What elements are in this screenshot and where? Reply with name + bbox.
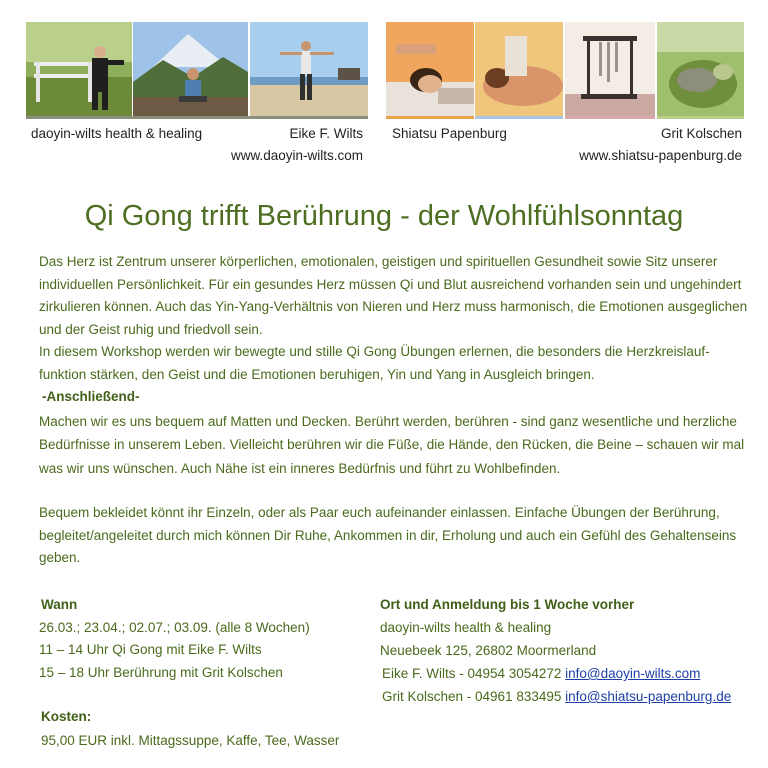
photo-strip-bar-pink [565, 116, 655, 119]
venue-address: Neuebeek 125, 26802 Moormerland [380, 643, 597, 658]
photo-strip-bar-green [657, 116, 744, 119]
left-name: Eike F. Wilts [289, 126, 363, 141]
photo-strip-bar-orange [386, 116, 474, 119]
afterwards-heading: -Anschließend- [42, 389, 140, 404]
photo-beach-qigong [250, 22, 368, 118]
costs-value: 95,00 EUR inkl. Mittagssuppe, Kaffe, Tee, Wasser [41, 733, 340, 748]
contact-eike-email-link[interactable]: info@daoyin-wilts.com [565, 666, 701, 681]
when-dates: 26.03.; 23.04.; 02.07.; 03.09. (alle 8 Wochen) [39, 620, 310, 635]
photo-qigong-bench [26, 22, 132, 118]
contact-grit [382, 689, 731, 704]
afterwards-paragraph: Machen wir es uns bequem auf Matten und Decken. Berührt werden, berühren - sind ganz wesentliche und herzliche Bedürfnisse in unserem Leben. Vielleicht berühren wir die Füße, die Hände, den Rücken, die Beine – schauen wir mal was wir uns wünschen. Auch Nähe ist ein inneres Bedürfnis und führt zu Wohlbefinden. [39, 414, 745, 476]
right-url[interactable]: www.shiatsu-papenburg.de [579, 148, 742, 163]
intro-paragraph-1: Das Herz ist Zentrum unserer körperlichen, emotionalen, geistigen und spirituellen Gesundheit sowie Sitz unserer individuellen Persönlichkeit. Für ein gesundes Herz müssen Qi und Blut ausreichend vorhanden sein und ungehindert zirkulieren können. Auch das Yin-Yang-Verhältnis von Nieren und Herz muss harmonisch, die Emotionen ausgeglichen und der Geist ruhig und friedvoll sein. [39, 254, 748, 337]
costs-label: Kosten: [41, 709, 92, 724]
afterwards-section [39, 410, 749, 480]
photo-strip-divider-left [26, 116, 368, 119]
comfort-section [39, 502, 749, 570]
when-touch-time: 15 – 18 Uhr Berührung mit Grit Kolschen [39, 665, 283, 680]
photo-strip-bar-blue [475, 116, 563, 119]
photo-shiatsu-neck [386, 22, 474, 118]
venue-label: Ort und Anmeldung bis 1 Woche vorher [380, 597, 635, 612]
photo-mountain-meditation [133, 22, 248, 118]
comfort-paragraph: Bequem bekleidet könnt ihr Einzeln, oder als Paar euch aufeinander einlassen. Einfache Übungen der Berührung, begleitet/angeleitet durch mich können Dir Ruhe, Ankommen in dir, Erholung und auch ein Gefühl des Gehaltenseins geben. [39, 505, 737, 566]
venue-name: daoyin-wilts health & healing [380, 620, 552, 635]
contact-eike [382, 666, 700, 681]
photo-shiatsu-back [475, 22, 563, 118]
photo-wind-chime [565, 22, 655, 118]
right-caption: Shiatsu Papenburg [392, 126, 507, 141]
photo-moss-rock [657, 22, 744, 118]
when-label: Wann [41, 597, 78, 612]
contact-grit-email-link[interactable]: info@shiatsu-papenburg.de [565, 689, 732, 704]
left-caption: daoyin-wilts health & healing [31, 126, 203, 141]
intro-section [39, 251, 749, 387]
when-qigong-time: 11 – 14 Uhr Qi Gong mit Eike F. Wilts [39, 642, 262, 657]
contact-grit-phone: Grit Kolschen - 04961 833495 [382, 689, 562, 704]
contact-eike-phone: Eike F. Wilts - 04954 3054272 [382, 666, 562, 681]
page-title: Qi Gong trifft Berührung - der Wohlfühlsonntag [84, 200, 684, 232]
left-url[interactable]: www.daoyin-wilts.com [230, 148, 363, 163]
intro-paragraph-2: In diesem Workshop werden wir bewegte und stille Qi Gong Übungen erlernen, die besonders die Herzkreislauf-funktion stärken, den Geist und die Emotionen beruhigen, Yin und Yang in Ausgleich bringen. [39, 344, 710, 382]
right-name: Grit Kolschen [660, 126, 742, 141]
